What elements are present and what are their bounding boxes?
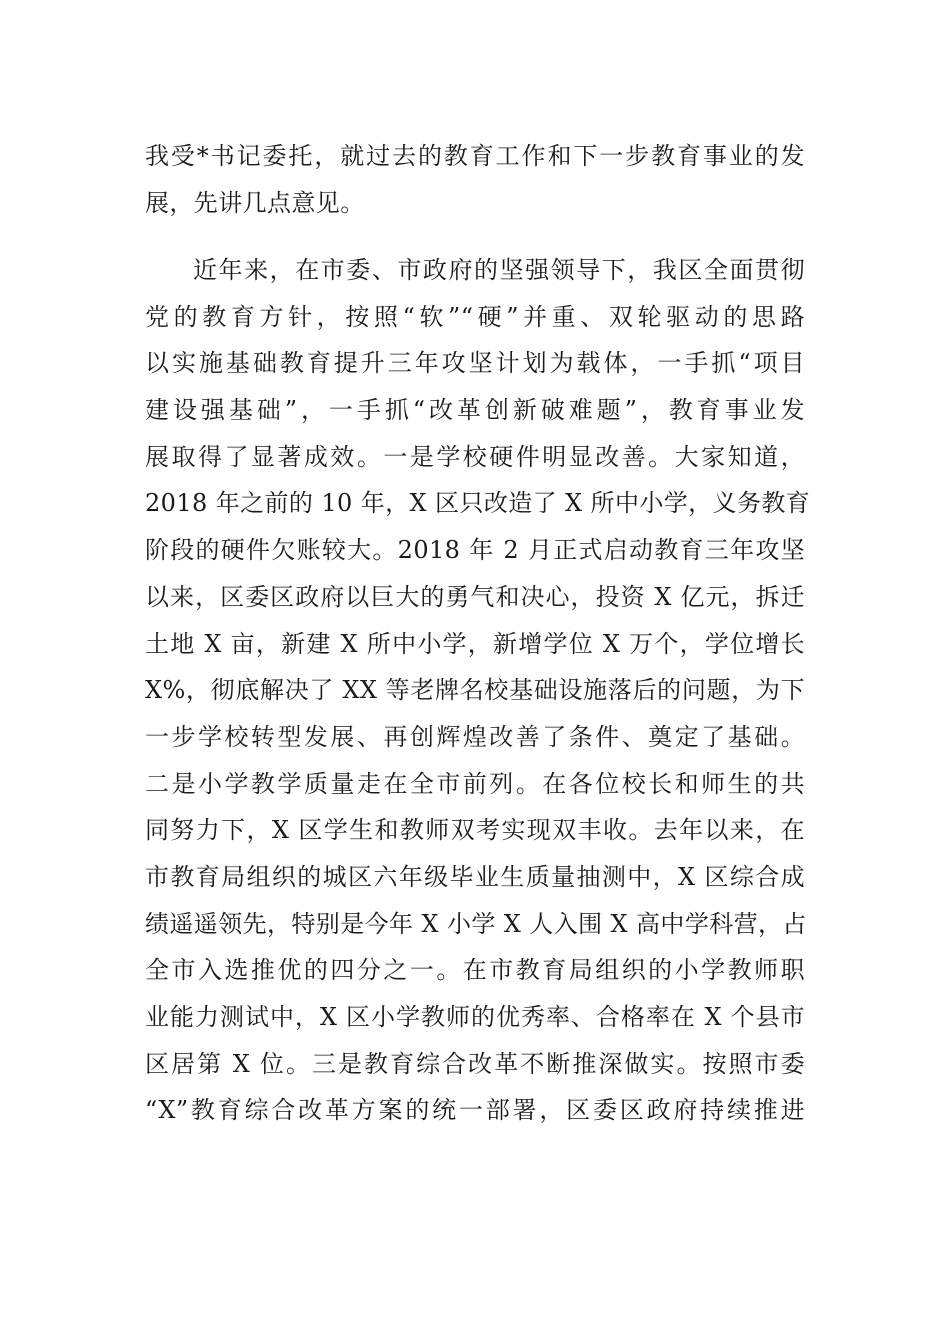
paragraph-2 — [145, 247, 811, 1134]
text-line: 党的教育方针，按照“软”“硬”并重、双轮驱动的思路 — [145, 302, 805, 331]
text-line: 以来，区委区政府以巨大的勇气和决心，投资 X 亿元，拆迁 — [145, 582, 805, 611]
text-line: 近年来，在市委、市政府的坚强领导下，我区全面贯彻 — [193, 256, 805, 284]
paragraph-1 — [145, 133, 805, 226]
text-line: 同努力下，X 区学生和教师双考实现双丰收。去年以来，在 — [145, 816, 805, 845]
text-line: 阶段的硬件欠账较大。2018 年 2 月正式启动教育三年攻坚 — [145, 536, 805, 565]
text-line: 以实施基础教育提升三年攻坚计划为载体，一手抓“项目 — [145, 349, 805, 378]
text-line: 业能力测试中，X 区小学教师的优秀率、合格率在 X 个县市 — [145, 1003, 805, 1031]
text-line: 建设强基础”，一手抓“改革创新破难题”，教育事业发 — [145, 396, 805, 425]
text-line: 全市入选推优的四分之一。在市教育局组织的小学教师职 — [145, 956, 805, 985]
text-line: 市教育局组织的城区六年级毕业生质量抽测中，X 区综合成 — [145, 862, 805, 891]
text-line: 二是小学教学质量走在全市前列。在各位校长和师生的共 — [145, 769, 805, 798]
text-line: 区居第 X 位。三是教育综合改革不断推深做实。按照市委 — [145, 1049, 805, 1078]
text-line: 绩遥遥领先，特别是今年 X 小学 X 人入围 X 高中学科营，占 — [145, 909, 807, 938]
text-line: 展，先讲几点意见。 — [145, 188, 365, 217]
text-line: 展取得了显著成效。一是学校硬件明显改善。大家知道， — [145, 442, 805, 471]
text-line: 2018 年之前的 10 年，X 区只改造了 X 所中小学，义务教育 — [145, 489, 811, 518]
text-line: 土地 X 亩，新建 X 所中小学，新增学位 X 万个，学位增长 — [145, 629, 805, 658]
text-line: 一步学校转型发展、再创辉煌改善了条件、奠定了基础。 — [145, 722, 805, 751]
text-line: “X”教育综合改革方案的统一部署，区委区政府持续推进 — [145, 1096, 805, 1125]
text-line: X%，彻底解决了 XX 等老牌名校基础设施落后的问题，为下 — [145, 676, 805, 705]
text-line: 我受*书记委托，就过去的教育工作和下一步教育事业的发 — [145, 142, 805, 170]
